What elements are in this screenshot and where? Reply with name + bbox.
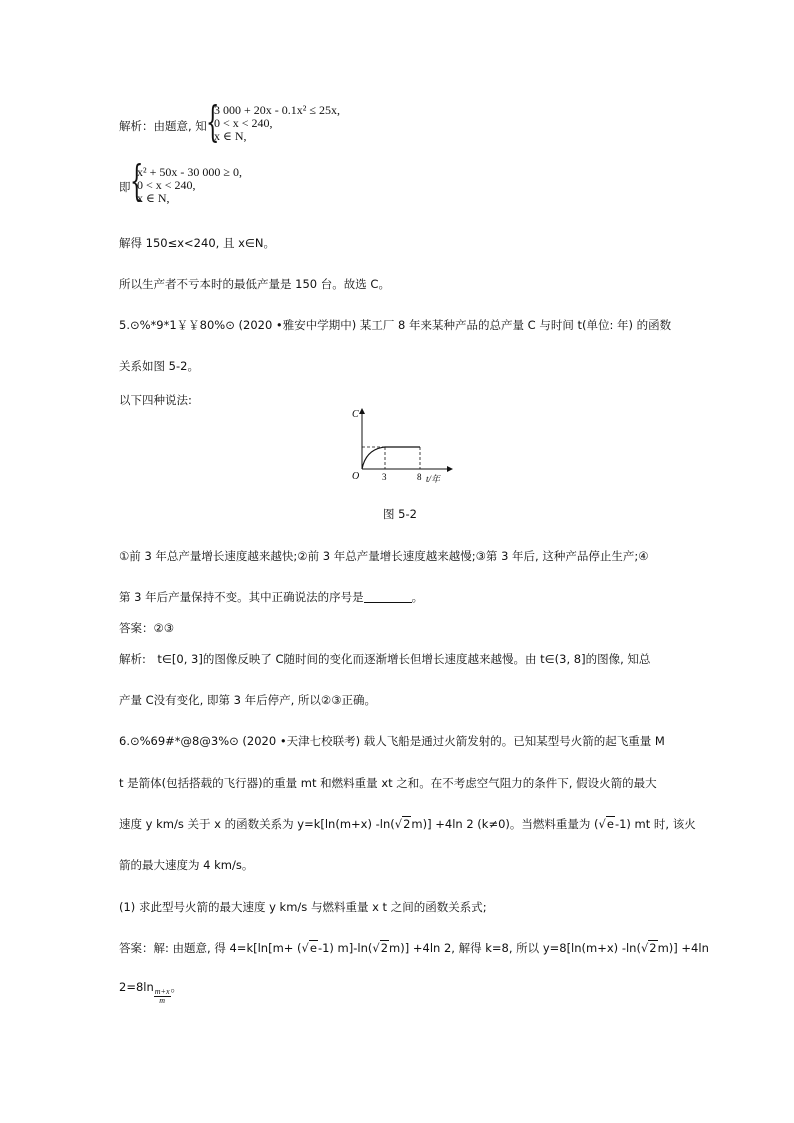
figure-5-2: [340, 405, 460, 487]
analysis-prefix: 解析：由题意, 知: [119, 119, 207, 133]
q6-ans-part4: m)] +4ln: [657, 941, 709, 955]
system2-line3: x ∈ N,: [137, 191, 170, 205]
statements-line1: ①前 3 年总产量增长速度越来越快;②前 3 年总产量增长速度越来越慢;③第 3 年后, 这种产品停止生产;④: [119, 549, 649, 563]
statements-line2-text: 第 3 年后产量保持不变。其中正确说法的序号是: [119, 590, 364, 604]
curve-segment: [362, 447, 385, 469]
q6-ans-part2: -1) m]-ln(: [317, 941, 373, 955]
q6-answer-line2: [119, 980, 182, 1005]
q6-line3-part3: -1) mt 时, 该火: [614, 817, 696, 831]
statements-line2: [119, 590, 423, 604]
answer-blank: [364, 591, 412, 603]
q6-ans2-part1: 2=8ln: [119, 980, 154, 994]
system-brace: {: [206, 97, 220, 146]
figure-caption: 图 5-2: [383, 507, 417, 521]
equation-system-1: [214, 104, 340, 143]
tick-label-8: 8: [417, 472, 422, 482]
q5-answer: 答案：②③: [119, 621, 175, 635]
system1-line2: 0 < x < 240,: [214, 116, 273, 130]
system-brace: {: [130, 156, 144, 205]
q6-line3-part2: m)] +4ln 2 (k≠0)。当燃料重量为 (: [411, 817, 599, 831]
equation-system-2: [137, 166, 242, 205]
q5-stem-line2: 关系如图 5-2。: [119, 359, 199, 373]
q6-ans-part1: 答案：解: 由题意, 得 4=k[ln[m+ (: [119, 941, 302, 955]
system2-line2: 0 < x < 240,: [137, 178, 196, 192]
q6-stem-line1: 6.⊙%69#*@8@3%⊙ (2020 •天津七校联考) 载人飞船是通过火箭发射的。已知某型号火箭的起飞重量 M: [119, 734, 665, 748]
x-axis-label: t/年: [426, 474, 441, 484]
fraction-numerator: m+x: [154, 987, 170, 996]
q6-line3-part1: 速度 y km/s 关于 x 的函数关系为 y=k[ln(m+x) -ln(: [119, 817, 395, 831]
q6-ans2-end: 。: [170, 980, 182, 994]
q5-stem-line1: 5.⊙%*9*1￥￥80%⊙ (2020 •雅安中学期中) 某工厂 8 年来某种产品的总产量 C 与时间 t(单位: 年) 的函数: [119, 318, 672, 332]
system1-line3: x ∈ N,: [214, 129, 247, 143]
q5-analysis-line1: 解析: t∈[0, 3]的图像反映了 C随时间的变化而逐渐增长但增长速度越来越慢。由 t∈(3, 8]的图像, 知总: [119, 652, 651, 666]
q6-answer-line1: [119, 941, 709, 955]
fraction-denominator: m: [159, 996, 166, 1005]
system1-line1: 3 000 + 20x - 0.1x² ≤ 25x,: [214, 103, 340, 117]
conclusion-line: 所以生产者不亏本时的最低产量是 150 台。故选 C。: [119, 277, 390, 291]
sqrt-2: √2: [372, 941, 389, 955]
system2-line1: x² + 50x - 30 000 ≥ 0,: [137, 165, 242, 179]
solve-line: 解得 150≤x<240, 且 x∈N。: [119, 236, 276, 250]
q6-stem-line4: 箭的最大速度为 4 km/s。: [119, 858, 254, 872]
q6-ans-part3: m)] +4ln 2, 解得 k=8, 所以 y=8[ln(m+x) -ln(: [389, 941, 641, 955]
tick-label-3: 3: [382, 472, 387, 482]
q6-subquestion-1: (1) 求此型号火箭的最大速度 y km/s 与燃料重量 x t 之间的函数关系式;: [119, 900, 487, 914]
sqrt-e: √e: [301, 941, 317, 955]
ji-label: 即: [119, 180, 131, 194]
sqrt-e: √e: [598, 817, 614, 831]
q5-analysis-line2: 产量 C没有变化, 即第 3 年后停产, 所以②③正确。: [119, 693, 377, 707]
y-axis-label: C: [352, 409, 359, 420]
q6-stem-line3: [119, 817, 696, 831]
sqrt-2: √2: [394, 817, 411, 831]
sqrt-2: √2: [640, 941, 657, 955]
q6-stem-line2: t 是箭体(包括搭载的飞行器)的重量 mt 和燃料重量 xt 之和。在不考虑空气阻力的条件下, 假设火箭的最大: [119, 776, 657, 790]
statements-line2-end: 。: [411, 590, 424, 604]
origin-label: O: [352, 471, 360, 482]
q5-stem-line3: 以下四种说法:: [119, 393, 192, 407]
fraction: [154, 988, 171, 1005]
